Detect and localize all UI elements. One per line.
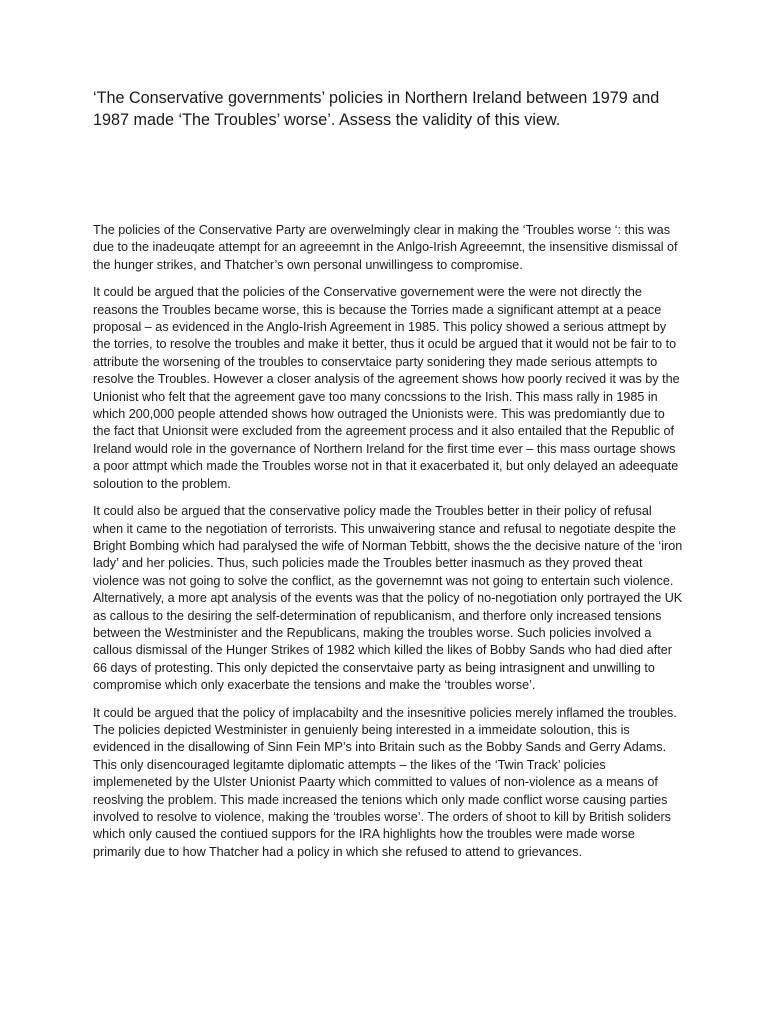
paragraph-no-negotiation-policy: It could also be argued that the conservative policy made the Troubles better in their policy of refusal when it came to the negotiation of terrorists. This unwaivering stance and refusal to negotiate despite the Bright Bombing which had paralysed the wife of Norman Tebbitt, shows the the decisive nature of the ‘iron lady’ and her policies. Thus, such policies made the Troubles better inasmuch as they proved theat violence was not going to solve the conflict, as the governemnt was not going to entertain such violence. Alternatively, a more apt analysis of the events was that the policy of no-negotiation only portrayed the UK as callous to the desiring the self-determination of republicanism, and therfore only increased tensions between the Westminister and the Republicans, making the troubles worse. Such policies involved a callous dismissal of the Hunger Strikes of 1982 which killed the likes of Bobby Sands who had died after 66 days of protesting. This only depicted the conservtaive party as being intrasignent and unwilling to compromise which only exacerbate the tensions and make the ‘troubles worse’. <box>93 504 683 693</box>
essay-body <box>93 222 685 871</box>
paragraph-introduction: The policies of the Conservative Party are overwelmingly clear in making the ‘Troubles worse ‘: this was due to the inadeuqate attempt for an agreeemnt in the Anlgo-Irish Agreeemnt, the insensitive dismissal of the hunger strikes, and Thatcher’s own personal unwillingess to compromise. <box>93 223 678 272</box>
paragraph-implacability: It could be argued that the policy of implacabilty and the insesnitive policies merely inflamed the troubles. The policies depicted Westminister in genuienly being interested in a immeidate soloution, this is evidenced in the disallowing of Sinn Fein MP’s into Britain such as the Bobby Sands and Gerry Adams. This only disencouraged legitamte diplomatic attempts – the likes of the ‘Twin Track’ policies implemeneted by the Ulster Unionist Paarty which committed to values of non-violence as a means of reoslving the problem. This made increased the tenions which only made conflict worse causing parties involved to resolve to violence, making the ‘troubles worse’. The orders of shoot to kill by British soliders which only caused the contiued suppors for the IRA highlights how the troubles were made worse primarily due to how Thatcher had a policy in which she refused to attend to grievances. <box>93 705 677 859</box>
essay-question-title: ‘The Conservative governments’ policies in Northern Ireland between 1979 and 1987 made ‘The Troubles’ worse’. Assess the validity of this view. <box>93 89 660 129</box>
paragraph-anglo-irish-agreement: It could be argued that the policies of the Conservative governement were the were not directly the reasons the Troubles became worse, this is because the Torries made a significant attempt at a peace proposal – as evidenced in the Anglo-Irish Agreement in 1985. This policy showed a serious attmept by the torries, to resolve the troubles and make it better, thus it oculd be argued that it would not be fair to to attribute the worsening of the troubles to conservtaice party sonidering they made serious attempts to resolve the Troubles. However a closer analysis of the agreement shows how poorly recived it was by the Unionist who felt that the agreement gave too many concssions to the Irish. This mass rally in 1985 in which 200,000 people attended shows how outraged the Unionists were. This was predomiantly due to the fact that Unionsit were excluded from the agreement process and it also entailed that the Republic of Ireland would role in the governance of Northern Ireland for the first time ever – this mass ourtage shows a poor attmpt which made the Troubles worse not in that it exacerbated it, but only delayed an adeequate soloution to the problem. <box>93 285 680 491</box>
